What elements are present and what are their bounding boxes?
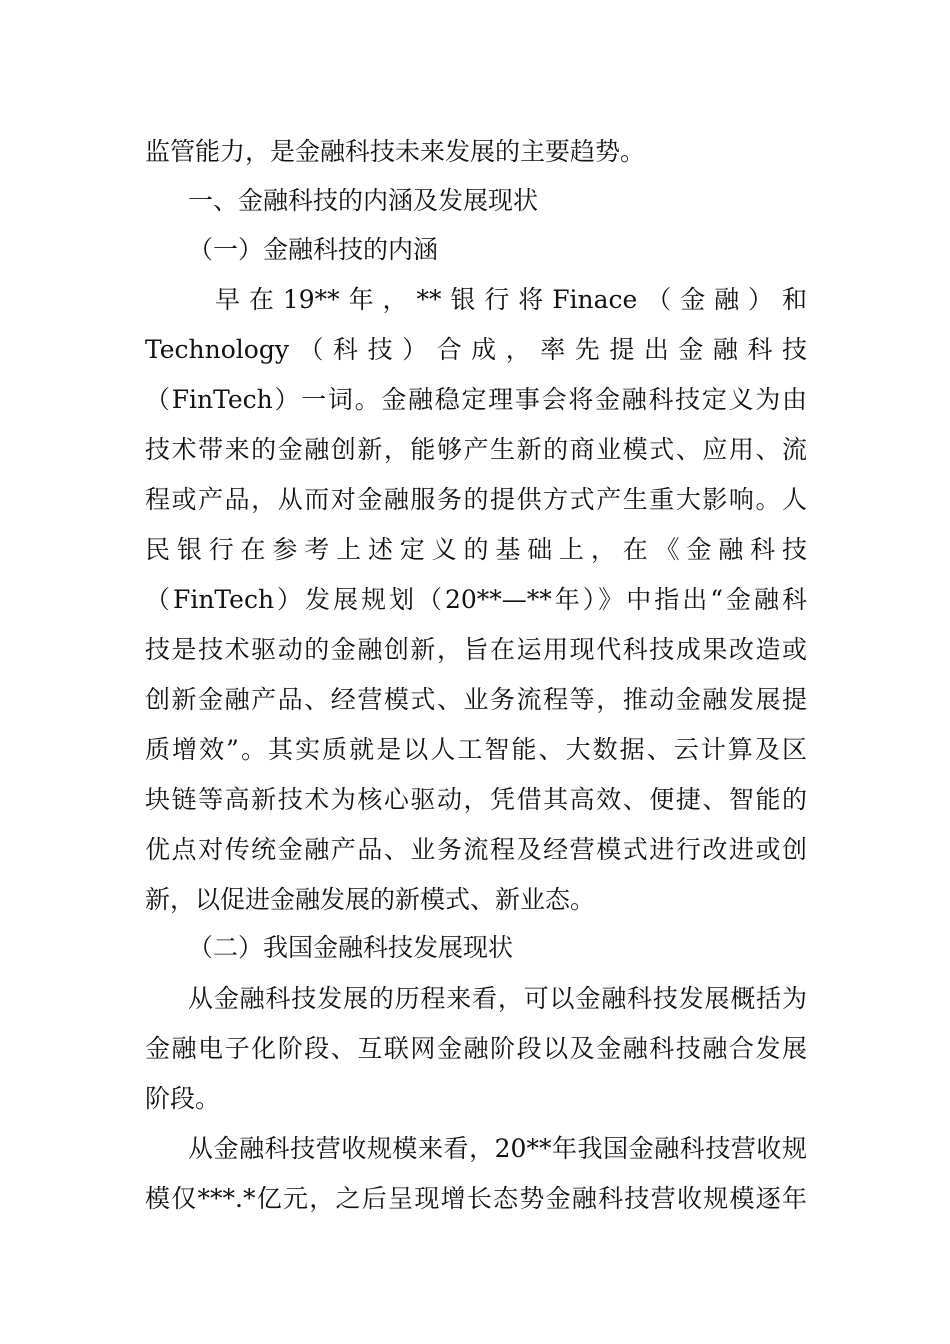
- body-text-line: 质增效”。其实质就是以人工智能、大数据、云计算及区: [145, 735, 807, 764]
- body-text-line: Technology（科技）合成，率先提出金融科技: [145, 335, 807, 364]
- body-text-line: 模仅***.*亿元，之后呈现增长态势金融科技营收规模逐年: [145, 1184, 807, 1213]
- body-text-line: 监管能力，是金融科技未来发展的主要趋势。: [145, 137, 646, 166]
- paragraph-first-line: 早在19**年，**银行将Finace（金融）和: [215, 285, 807, 314]
- body-text-line: 民银行在参考上述定义的基础上，在《金融科技: [145, 535, 807, 564]
- body-text-line: 程或产品，从而对金融服务的提供方式产生重大影响。人: [145, 485, 807, 514]
- body-text-line: 技术带来的金融创新，能够产生新的商业模式、应用、流: [145, 435, 807, 464]
- body-text-line: 优点对传统金融产品、业务流程及经营模式进行改进或创: [145, 835, 807, 864]
- subsection-heading: （二）我国金融科技发展现状: [188, 933, 514, 962]
- body-text-line: 块链等高新技术为核心驱动，凭借其高效、便捷、智能的: [145, 785, 807, 814]
- section-heading: 一、金融科技的内涵及发展现状: [188, 186, 539, 215]
- subsection-heading: （一）金融科技的内涵: [188, 235, 439, 264]
- body-text-line: 创新金融产品、经营模式、业务流程等，推动金融发展提: [145, 685, 807, 714]
- body-text-line: 阶段。: [145, 1084, 221, 1113]
- paragraph-first-line: 从金融科技营收规模来看，20**年我国金融科技营收规: [188, 1134, 807, 1163]
- paragraph-first-line: 从金融科技发展的历程来看，可以金融科技发展概括为: [188, 984, 807, 1013]
- body-text-line: 技是技术驱动的金融创新，旨在运用现代科技成果改造或: [145, 635, 807, 664]
- body-text-line: （FinTech）发展规划（20**—**年）》中指出“金融科: [145, 585, 807, 614]
- body-text-line: （FinTech）一词。金融稳定理事会将金融科技定义为由: [145, 385, 807, 414]
- body-text-line: 金融电子化阶段、互联网金融阶段以及金融科技融合发展: [145, 1034, 807, 1063]
- body-text-line: 新，以促进金融发展的新模式、新业态。: [145, 885, 596, 914]
